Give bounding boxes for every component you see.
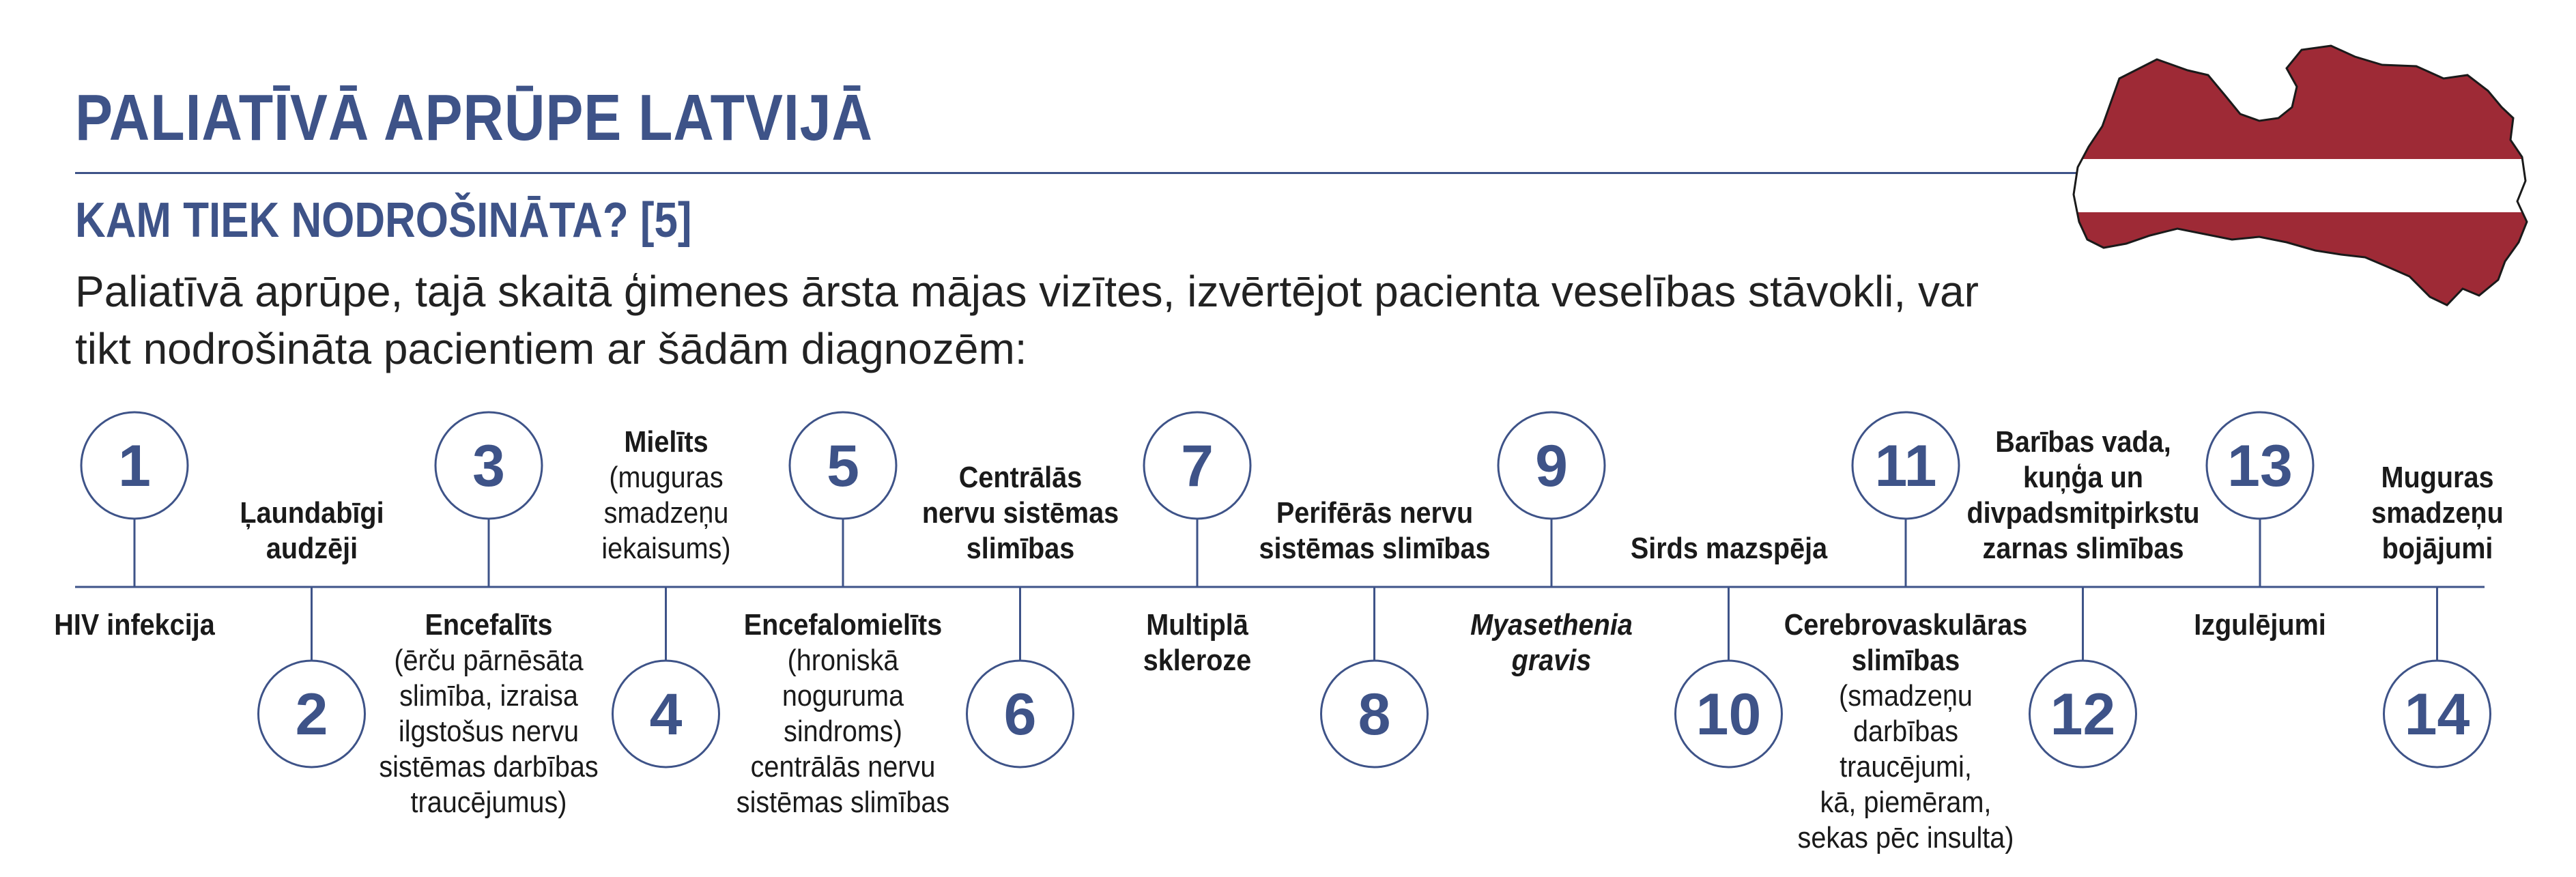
diagnosis-label-8: [1246, 495, 1504, 566]
number-label-7: 7: [1181, 433, 1214, 499]
diagnosis-5-line-3: noguruma: [782, 679, 904, 713]
diagnosis-label-11: [1777, 607, 2035, 856]
number-label-14: 14: [2404, 682, 2470, 747]
diagnosis-label-5: [714, 607, 972, 820]
diagnosis-11-line-5: traucējumi,: [1840, 750, 1972, 783]
diagnosis-3-line-5: sistēmas darbības: [379, 750, 599, 783]
number-label-5: 5: [827, 433, 859, 499]
number-label-13: 13: [2227, 433, 2293, 499]
diagnosis-9-line-2: gravis: [1511, 644, 1592, 677]
diagnosis-4-line-1: Mielīts: [623, 425, 709, 459]
diagnosis-5-line-5: centrālās nervu: [750, 750, 936, 783]
diagnosis-label-1: [5, 607, 263, 643]
diagnosis-8-line-1: Perifērās nervu: [1276, 496, 1473, 530]
diagnosis-label-13: [2131, 607, 2389, 643]
diagnosis-label-14: [2308, 460, 2566, 566]
diagnosis-12-line-3: divpadsmitpirkstu: [1966, 496, 2200, 530]
diagnosis-label-7: [1068, 607, 1326, 678]
diagnosis-8-line-2: sistēmas slimības: [1258, 532, 1490, 565]
diagnosis-3-line-6: traucējumus): [410, 786, 567, 819]
diagnosis-label-6: [891, 460, 1149, 566]
number-label-2: 2: [295, 682, 328, 747]
diagnosis-6-line-3: slimības: [966, 532, 1074, 565]
diagnosis-11-line-7: sekas pēc insulta): [1797, 821, 2014, 854]
diagnosis-4-line-4: iekaisums): [601, 532, 731, 565]
diagnosis-5-line-2: (hroniskā: [787, 644, 899, 677]
diagnosis-4-line-2: (muguras: [608, 461, 724, 494]
diagnosis-5-line-4: sindroms): [784, 715, 902, 748]
diagnosis-1-line-1: HIV infekcija: [54, 608, 215, 642]
diagnosis-3-line-3: slimība, izraisa: [399, 679, 578, 713]
diagnosis-6-line-1: Centrālās: [958, 461, 1082, 494]
diagnosis-3-line-4: ilgstošus nervu: [398, 715, 579, 748]
diagnosis-11-line-4: darbības: [1852, 715, 1959, 748]
intro-line-1: Paliatīvā aprūpe, tajā skaitā ģimenes ārsta mājas vizītes, izvērtējot pacienta veselības stāvokli, var: [75, 267, 1979, 316]
diagnosis-14-line-2: smadzeņu: [2371, 496, 2504, 530]
diagnosis-12-line-1: Barības vada,: [1994, 425, 2171, 459]
page-subtitle: KAM TIEK NODROŠINĀTA? [5]: [75, 193, 692, 248]
diagnosis-12-line-4: zarnas slimības: [1982, 532, 2184, 565]
diagnosis-2-line-1: Ļaundabīgi: [239, 496, 384, 530]
number-label-10: 10: [1695, 682, 1762, 747]
diagnosis-5-line-6: sistēmas slimības: [736, 786, 950, 819]
number-label-8: 8: [1358, 682, 1391, 747]
diagnosis-label-9: [1422, 607, 1680, 678]
diagnosis-12-line-2: kuņģa un: [2022, 461, 2143, 494]
number-label-12: 12: [2050, 682, 2116, 747]
diagnosis-11-line-3: (smadzeņu: [1839, 679, 1973, 713]
diagnosis-7-line-2: skleroze: [1143, 644, 1252, 677]
diagnosis-7-line-1: Multiplā: [1146, 608, 1248, 642]
number-label-1: 1: [118, 433, 151, 499]
number-label-4: 4: [649, 682, 683, 747]
intro-line-2: tikt nodrošināta pacientiem ar šādām diagnozēm:: [75, 324, 1027, 373]
diagnosis-label-10: [1600, 531, 1858, 566]
diagnosis-14-line-3: bojājumi: [2381, 532, 2493, 565]
page-title: PALIATĪVĀ APRŪPE LATVIJĀ: [75, 81, 873, 154]
number-label-11: 11: [1874, 433, 1937, 499]
diagnosis-6-line-2: nervu sistēmas: [921, 496, 1119, 530]
number-label-3: 3: [472, 433, 505, 499]
diagnosis-9-line-1: Myasethenia: [1470, 608, 1633, 642]
diagnosis-3-line-2: (ērču pārnēsāta: [394, 644, 584, 677]
diagnosis-label-12: [1954, 425, 2212, 566]
diagnosis-11-line-1: Cerebrovaskulāras: [1784, 608, 2028, 642]
diagnosis-11-line-6: kā, piemēram,: [1820, 786, 1992, 819]
diagnosis-13-line-1: Izgulējumi: [2194, 608, 2326, 642]
diagnosis-2-line-2: audzēji: [266, 532, 358, 565]
diagnosis-11-line-2: slimības: [1851, 644, 1960, 677]
number-label-9: 9: [1535, 433, 1568, 499]
diagnosis-label-3: [360, 607, 618, 820]
number-label-6: 6: [1003, 682, 1037, 747]
diagnosis-3-line-1: Encefalīts: [425, 608, 553, 642]
diagnosis-5-line-1: Encefalomielīts: [743, 608, 943, 642]
diagnosis-14-line-1: Muguras: [2380, 461, 2494, 494]
diagnosis-10-line-1: Sirds mazspēja: [1630, 532, 1827, 565]
diagnosis-label-4: [537, 425, 795, 566]
diagnosis-label-2: [183, 495, 441, 566]
diagnosis-4-line-3: smadzeņu: [603, 496, 728, 530]
